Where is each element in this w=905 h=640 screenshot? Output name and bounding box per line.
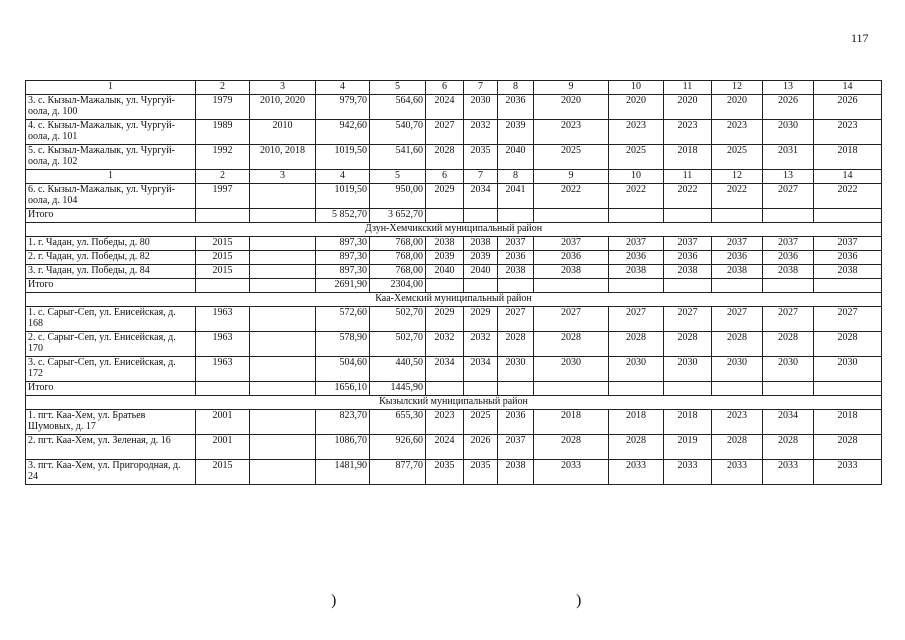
column-number: 14 (814, 170, 882, 184)
column-number-row (26, 170, 882, 184)
column-number: 8 (498, 81, 534, 95)
value-cell: 2035 (426, 460, 464, 485)
value-cell: 2039 (498, 120, 534, 145)
value-cell: 979,70 (316, 95, 370, 120)
address-cell: 6. с. Кызыл-Мажалык, ул. Чургуй-оола, д. 104 (26, 184, 196, 209)
value-cell: 2015 (196, 251, 250, 265)
value-cell: 2030 (814, 357, 882, 382)
section-row (26, 396, 882, 410)
value-cell (196, 209, 250, 223)
value-cell: 1086,70 (316, 435, 370, 460)
column-number: 9 (534, 170, 609, 184)
table-row (26, 460, 882, 485)
value-cell (250, 435, 316, 460)
table-row (26, 265, 882, 279)
table-row (26, 237, 882, 251)
column-number: 2 (196, 170, 250, 184)
value-cell: 2028 (664, 332, 712, 357)
table-row (26, 410, 882, 435)
value-cell: 768,00 (370, 265, 426, 279)
value-cell (250, 382, 316, 396)
value-cell: 2001 (196, 410, 250, 435)
value-cell: 2036 (609, 251, 664, 265)
total-row (26, 382, 882, 396)
column-number: 2 (196, 81, 250, 95)
column-number-row (26, 81, 882, 95)
value-cell: 2036 (712, 251, 763, 265)
value-cell: 2028 (609, 435, 664, 460)
value-cell: 2033 (763, 460, 814, 485)
value-cell: 2027 (534, 307, 609, 332)
value-cell: 2027 (498, 307, 534, 332)
bottom-mark-right: ) (576, 592, 582, 609)
value-cell: 2010, 2018 (250, 145, 316, 170)
value-cell: 2020 (534, 95, 609, 120)
value-cell (712, 209, 763, 223)
value-cell: 2041 (498, 184, 534, 209)
value-cell (763, 279, 814, 293)
value-cell (196, 382, 250, 396)
bottom-mark-left: ) (331, 592, 337, 609)
value-cell (464, 209, 498, 223)
value-cell: 2034 (464, 184, 498, 209)
value-cell: 2031 (763, 145, 814, 170)
value-cell: 2030 (763, 357, 814, 382)
section-title: Дзун-Хемчикский муниципальный район (26, 223, 882, 237)
value-cell: 950,00 (370, 184, 426, 209)
value-cell (250, 307, 316, 332)
section-row (26, 223, 882, 237)
value-cell: 1963 (196, 332, 250, 357)
value-cell: 2027 (426, 120, 464, 145)
value-cell: 2027 (763, 307, 814, 332)
value-cell: 2030 (609, 357, 664, 382)
column-number: 3 (250, 170, 316, 184)
value-cell: 2030 (712, 357, 763, 382)
value-cell (196, 279, 250, 293)
value-cell: 2018 (814, 145, 882, 170)
value-cell (250, 209, 316, 223)
value-cell (534, 382, 609, 396)
value-cell: 2027 (664, 307, 712, 332)
value-cell: 897,30 (316, 237, 370, 251)
value-cell (763, 209, 814, 223)
value-cell: 2030 (664, 357, 712, 382)
value-cell: 2023 (712, 120, 763, 145)
value-cell (609, 209, 664, 223)
value-cell (534, 279, 609, 293)
value-cell: 2038 (464, 237, 498, 251)
value-cell: 2032 (464, 332, 498, 357)
value-cell (250, 410, 316, 435)
value-cell: 2023 (712, 410, 763, 435)
value-cell (609, 382, 664, 396)
column-number: 8 (498, 170, 534, 184)
value-cell: 572,60 (316, 307, 370, 332)
value-cell (664, 209, 712, 223)
value-cell: 2024 (426, 95, 464, 120)
total-label: Итого (26, 382, 196, 396)
value-cell: 2033 (712, 460, 763, 485)
value-cell: 2036 (664, 251, 712, 265)
column-number: 11 (664, 81, 712, 95)
value-cell: 2028 (814, 435, 882, 460)
address-cell: 3. пгт. Каа-Хем, ул. Пригородная, д. 24 (26, 460, 196, 485)
value-cell: 2038 (664, 265, 712, 279)
value-cell: 2028 (763, 332, 814, 357)
value-cell: 655,30 (370, 410, 426, 435)
column-number: 12 (712, 81, 763, 95)
value-cell: 2015 (196, 237, 250, 251)
value-cell: 1481,90 (316, 460, 370, 485)
value-cell: 2028 (763, 435, 814, 460)
address-cell: 3. с. Сарыг-Сеп, ул. Енисейская, д. 172 (26, 357, 196, 382)
value-cell: 2034 (464, 357, 498, 382)
value-cell: 2040 (498, 145, 534, 170)
column-number: 14 (814, 81, 882, 95)
value-cell: 2026 (814, 95, 882, 120)
column-number: 9 (534, 81, 609, 95)
value-cell: 2037 (609, 237, 664, 251)
value-cell: 2027 (814, 307, 882, 332)
value-cell: 2028 (609, 332, 664, 357)
table-row (26, 435, 882, 460)
value-cell (534, 209, 609, 223)
repair-schedule-table (25, 80, 882, 485)
table-row (26, 145, 882, 170)
value-cell: 1979 (196, 95, 250, 120)
value-cell: 2030 (464, 95, 498, 120)
value-cell (464, 279, 498, 293)
page-number: 117 (851, 31, 869, 45)
value-cell: 2022 (609, 184, 664, 209)
value-cell: 2030 (534, 357, 609, 382)
address-cell: 1. с. Сарыг-Сеп, ул. Енисейская, д. 168 (26, 307, 196, 332)
column-number: 7 (464, 170, 498, 184)
value-cell: 2038 (712, 265, 763, 279)
value-cell: 1992 (196, 145, 250, 170)
value-cell: 2018 (534, 410, 609, 435)
value-cell: 2024 (426, 435, 464, 460)
value-cell: 2040 (426, 265, 464, 279)
value-cell: 2015 (196, 265, 250, 279)
value-cell: 2034 (763, 410, 814, 435)
value-cell: 2027 (609, 307, 664, 332)
value-cell: 2015 (196, 460, 250, 485)
value-cell: 2036 (498, 251, 534, 265)
value-cell: 1963 (196, 357, 250, 382)
value-cell (712, 382, 763, 396)
value-cell: 2033 (814, 460, 882, 485)
value-cell (664, 382, 712, 396)
value-cell: 2029 (426, 307, 464, 332)
value-cell: 2028 (814, 332, 882, 357)
value-cell: 440,50 (370, 357, 426, 382)
value-cell: 2023 (609, 120, 664, 145)
value-cell: 2039 (464, 251, 498, 265)
value-cell: 2019 (664, 435, 712, 460)
total-row (26, 209, 882, 223)
value-cell: 2033 (664, 460, 712, 485)
value-cell: 2028 (534, 435, 609, 460)
value-cell: 1019,50 (316, 184, 370, 209)
value-cell: 2022 (664, 184, 712, 209)
value-cell: 877,70 (370, 460, 426, 485)
address-cell: 2. с. Сарыг-Сеп, ул. Енисейская, д. 170 (26, 332, 196, 357)
value-cell: 2029 (464, 307, 498, 332)
value-cell: 2038 (534, 265, 609, 279)
section-row (26, 293, 882, 307)
total-area: 1656,10 (316, 382, 370, 396)
address-cell: 3. с. Кызыл-Мажалык, ул. Чургуй-оола, д. 100 (26, 95, 196, 120)
value-cell: 2030 (498, 357, 534, 382)
column-number: 11 (664, 170, 712, 184)
value-cell: 2027 (763, 184, 814, 209)
total-living-area: 2304,00 (370, 279, 426, 293)
value-cell (498, 209, 534, 223)
value-cell: 897,30 (316, 251, 370, 265)
address-cell: 3. г. Чадан, ул. Победы, д. 84 (26, 265, 196, 279)
value-cell: 768,00 (370, 251, 426, 265)
value-cell: 541,60 (370, 145, 426, 170)
value-cell (250, 251, 316, 265)
section-title: Каа-Хемский муниципальный район (26, 293, 882, 307)
value-cell: 2036 (814, 251, 882, 265)
value-cell: 2038 (814, 265, 882, 279)
value-cell: 2038 (763, 265, 814, 279)
column-number: 13 (763, 81, 814, 95)
column-number: 4 (316, 81, 370, 95)
total-label: Итого (26, 279, 196, 293)
column-number: 12 (712, 170, 763, 184)
value-cell: 2036 (763, 251, 814, 265)
column-number: 1 (26, 170, 196, 184)
value-cell: 2028 (498, 332, 534, 357)
column-number: 6 (426, 170, 464, 184)
value-cell: 2018 (814, 410, 882, 435)
table-row (26, 120, 882, 145)
value-cell: 2033 (534, 460, 609, 485)
table-row (26, 95, 882, 120)
value-cell (250, 279, 316, 293)
value-cell (609, 279, 664, 293)
value-cell: 2037 (664, 237, 712, 251)
value-cell: 2032 (464, 120, 498, 145)
value-cell: 2029 (426, 184, 464, 209)
value-cell: 2001 (196, 435, 250, 460)
value-cell: 502,70 (370, 307, 426, 332)
value-cell (250, 265, 316, 279)
value-cell: 2026 (763, 95, 814, 120)
value-cell: 2028 (712, 435, 763, 460)
value-cell: 2034 (426, 357, 464, 382)
value-cell: 2022 (534, 184, 609, 209)
value-cell: 897,30 (316, 265, 370, 279)
column-number: 6 (426, 81, 464, 95)
value-cell: 1989 (196, 120, 250, 145)
value-cell: 2027 (712, 307, 763, 332)
value-cell: 2030 (763, 120, 814, 145)
value-cell: 2010 (250, 120, 316, 145)
value-cell: 2035 (464, 460, 498, 485)
value-cell (712, 279, 763, 293)
value-cell: 2038 (498, 460, 534, 485)
value-cell: 823,70 (316, 410, 370, 435)
value-cell: 504,60 (316, 357, 370, 382)
value-cell: 2025 (464, 410, 498, 435)
value-cell: 942,60 (316, 120, 370, 145)
value-cell: 2025 (534, 145, 609, 170)
address-cell: 2. г. Чадан, ул. Победы, д. 82 (26, 251, 196, 265)
table-row (26, 307, 882, 332)
value-cell: 2039 (426, 251, 464, 265)
column-number: 4 (316, 170, 370, 184)
total-label: Итого (26, 209, 196, 223)
value-cell: 2028 (534, 332, 609, 357)
value-cell: 2037 (498, 237, 534, 251)
value-cell: 2036 (498, 410, 534, 435)
value-cell: 564,60 (370, 95, 426, 120)
value-cell: 768,00 (370, 237, 426, 251)
address-cell: 1. г. Чадан, ул. Победы, д. 80 (26, 237, 196, 251)
value-cell: 2035 (464, 145, 498, 170)
value-cell (426, 209, 464, 223)
value-cell (426, 382, 464, 396)
value-cell (250, 357, 316, 382)
value-cell (763, 382, 814, 396)
address-cell: 2. пгт. Каа-Хем, ул. Зеленая, д. 16 (26, 435, 196, 460)
total-area: 5 852,70 (316, 209, 370, 223)
value-cell: 2022 (712, 184, 763, 209)
address-cell: 1. пгт. Каа-Хем, ул. Братьев Шумовых, д. 17 (26, 410, 196, 435)
address-cell: 5. с. Кызыл-Мажалык, ул. Чургуй-оола, д. 102 (26, 145, 196, 170)
value-cell: 2037 (763, 237, 814, 251)
value-cell: 578,90 (316, 332, 370, 357)
value-cell: 2036 (498, 95, 534, 120)
value-cell (814, 209, 882, 223)
value-cell: 540,70 (370, 120, 426, 145)
column-number: 5 (370, 81, 426, 95)
value-cell: 2023 (814, 120, 882, 145)
column-number: 10 (609, 170, 664, 184)
value-cell (498, 279, 534, 293)
value-cell (814, 279, 882, 293)
value-cell: 2023 (426, 410, 464, 435)
value-cell: 2025 (609, 145, 664, 170)
value-cell: 2033 (609, 460, 664, 485)
value-cell: 2022 (814, 184, 882, 209)
value-cell: 2037 (712, 237, 763, 251)
table-row (26, 251, 882, 265)
value-cell: 2028 (712, 332, 763, 357)
value-cell (498, 382, 534, 396)
value-cell: 2020 (609, 95, 664, 120)
value-cell: 2018 (664, 145, 712, 170)
table-row (26, 184, 882, 209)
value-cell (664, 279, 712, 293)
value-cell: 1997 (196, 184, 250, 209)
value-cell: 2036 (534, 251, 609, 265)
column-number: 13 (763, 170, 814, 184)
column-number: 10 (609, 81, 664, 95)
value-cell: 2020 (664, 95, 712, 120)
table-row (26, 357, 882, 382)
value-cell: 2018 (664, 410, 712, 435)
value-cell: 2020 (712, 95, 763, 120)
value-cell: 2025 (712, 145, 763, 170)
value-cell: 2018 (609, 410, 664, 435)
table-row (26, 332, 882, 357)
value-cell: 2010, 2020 (250, 95, 316, 120)
value-cell: 2023 (534, 120, 609, 145)
value-cell (814, 382, 882, 396)
value-cell: 2038 (609, 265, 664, 279)
total-living-area: 3 652,70 (370, 209, 426, 223)
value-cell: 2026 (464, 435, 498, 460)
value-cell (250, 460, 316, 485)
value-cell: 2040 (464, 265, 498, 279)
value-cell (250, 237, 316, 251)
value-cell (250, 332, 316, 357)
column-number: 5 (370, 170, 426, 184)
total-area: 2691,90 (316, 279, 370, 293)
column-number: 1 (26, 81, 196, 95)
column-number: 3 (250, 81, 316, 95)
address-cell: 4. с. Кызыл-Мажалык, ул. Чургуй-оола, д. 101 (26, 120, 196, 145)
value-cell: 1019,50 (316, 145, 370, 170)
column-number: 7 (464, 81, 498, 95)
total-row (26, 279, 882, 293)
value-cell: 926,60 (370, 435, 426, 460)
value-cell: 2038 (498, 265, 534, 279)
value-cell (426, 279, 464, 293)
value-cell: 2023 (664, 120, 712, 145)
value-cell (464, 382, 498, 396)
value-cell: 1963 (196, 307, 250, 332)
value-cell: 2037 (814, 237, 882, 251)
value-cell: 2038 (426, 237, 464, 251)
value-cell: 502,70 (370, 332, 426, 357)
value-cell (250, 184, 316, 209)
value-cell: 2032 (426, 332, 464, 357)
total-living-area: 1445,90 (370, 382, 426, 396)
section-title: Кызылский муниципальный район (26, 396, 882, 410)
value-cell: 2028 (426, 145, 464, 170)
value-cell: 2037 (534, 237, 609, 251)
value-cell: 2037 (498, 435, 534, 460)
